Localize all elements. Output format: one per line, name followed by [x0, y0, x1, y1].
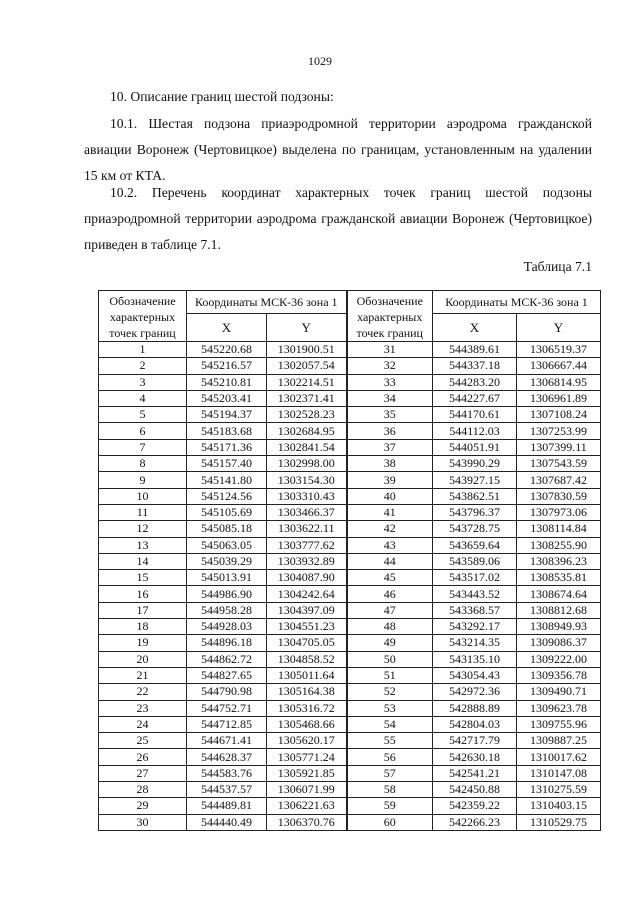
point-number-cell: 6: [99, 423, 187, 439]
table-row: [99, 667, 601, 683]
coord-y-cell: 1309623.78: [517, 700, 601, 716]
coord-x-cell: 543728.75: [433, 521, 517, 537]
coord-y-cell: 1307399.11: [517, 439, 601, 455]
coord-y-cell: 1302528.23: [267, 407, 347, 423]
point-number-cell: 29: [99, 798, 187, 814]
coord-y-cell: 1305468.66: [267, 716, 347, 732]
coord-x-cell: 544337.18: [433, 358, 517, 374]
coord-y-cell: 1305921.85: [267, 765, 347, 781]
point-number-cell: 51: [347, 667, 433, 683]
coord-x-cell: 545141.80: [187, 472, 267, 488]
coord-x-cell: 545105.69: [187, 504, 267, 520]
table-header-row: [99, 291, 601, 314]
coord-x-cell: 543659.64: [433, 537, 517, 553]
coord-y-cell: 1310529.75: [517, 814, 601, 830]
coord-y-cell: 1303154.30: [267, 472, 347, 488]
coord-x-cell: 544958.28: [187, 602, 267, 618]
coord-y-cell: 1304858.52: [267, 651, 347, 667]
coord-y-cell: 1309755.96: [517, 716, 601, 732]
table-row: [99, 716, 601, 732]
coord-x-cell: 543135.10: [433, 651, 517, 667]
coord-x-cell: 543368.57: [433, 602, 517, 618]
table-row: [99, 749, 601, 765]
coord-x-cell: 544227.67: [433, 390, 517, 406]
point-number-cell: 36: [347, 423, 433, 439]
coord-y-cell: 1305316.72: [267, 700, 347, 716]
point-number-cell: 56: [347, 749, 433, 765]
coord-x-cell: 544752.71: [187, 700, 267, 716]
point-number-cell: 2: [99, 358, 187, 374]
point-number-cell: 1: [99, 342, 187, 358]
header-designation-right: Обозначение характерных точек границ: [347, 291, 433, 342]
coord-x-cell: 545063.05: [187, 537, 267, 553]
point-number-cell: 59: [347, 798, 433, 814]
coord-y-cell: 1302684.95: [267, 423, 347, 439]
coord-x-cell: 542888.89: [433, 700, 517, 716]
point-number-cell: 26: [99, 749, 187, 765]
coord-y-cell: 1301900.51: [267, 342, 347, 358]
point-number-cell: 18: [99, 619, 187, 635]
paragraph-2-text: 10.2. Перечень координат характерных точек границ шестой подзоны приаэродромной территории аэродрома гражданской авиации Воронеж (Чертовицкое) приведен в таблице 7.1.: [84, 185, 592, 252]
coord-y-cell: 1303932.89: [267, 553, 347, 569]
coord-y-cell: 1302057.54: [267, 358, 347, 374]
coord-x-cell: 544112.03: [433, 423, 517, 439]
coord-y-cell: 1303777.62: [267, 537, 347, 553]
coord-y-cell: 1306667.44: [517, 358, 601, 374]
coord-y-cell: 1302371.41: [267, 390, 347, 406]
table-row: [99, 635, 601, 651]
coord-x-cell: 543589.06: [433, 553, 517, 569]
point-number-cell: 41: [347, 504, 433, 520]
coord-y-cell: 1307973.06: [517, 504, 601, 520]
coord-y-cell: 1304551.23: [267, 619, 347, 635]
coord-x-cell: 544790.98: [187, 684, 267, 700]
table-row: [99, 814, 601, 830]
coord-y-cell: 1303310.43: [267, 488, 347, 504]
coord-x-cell: 543927.15: [433, 472, 517, 488]
table-row: [99, 684, 601, 700]
coord-y-cell: 1308535.81: [517, 570, 601, 586]
coord-y-cell: 1308396.23: [517, 553, 601, 569]
coordinates-table: [98, 290, 601, 831]
table-row: [99, 602, 601, 618]
table-row: [99, 390, 601, 406]
point-number-cell: 24: [99, 716, 187, 732]
point-number-cell: 25: [99, 733, 187, 749]
table-row: [99, 342, 601, 358]
point-number-cell: 8: [99, 456, 187, 472]
table-row: [99, 782, 601, 798]
coord-x-cell: 543292.17: [433, 619, 517, 635]
coord-x-cell: 545183.68: [187, 423, 267, 439]
point-number-cell: 43: [347, 537, 433, 553]
coord-x-cell: 544537.57: [187, 782, 267, 798]
table-row: [99, 553, 601, 569]
coord-x-cell: 545124.56: [187, 488, 267, 504]
table-row: [99, 407, 601, 423]
coord-y-cell: 1306370.76: [267, 814, 347, 830]
paragraph-1: [84, 111, 592, 189]
point-number-cell: 53: [347, 700, 433, 716]
coord-x-cell: 544986.90: [187, 586, 267, 602]
coord-x-cell: 544671.41: [187, 733, 267, 749]
coord-x-cell: 544928.03: [187, 619, 267, 635]
table-row: [99, 765, 601, 781]
table-row: [99, 488, 601, 504]
coord-x-cell: 545171.36: [187, 439, 267, 455]
coord-y-cell: 1309222.00: [517, 651, 601, 667]
coord-x-cell: 544862.72: [187, 651, 267, 667]
coord-x-cell: 543990.29: [433, 456, 517, 472]
table-row: [99, 374, 601, 390]
coord-x-cell: 544712.85: [187, 716, 267, 732]
coord-x-cell: 544827.65: [187, 667, 267, 683]
table-row: [99, 619, 601, 635]
table-row: [99, 586, 601, 602]
point-number-cell: 58: [347, 782, 433, 798]
point-number-cell: 37: [347, 439, 433, 455]
coord-x-cell: 545203.41: [187, 390, 267, 406]
point-number-cell: 31: [347, 342, 433, 358]
coord-y-cell: 1302998.00: [267, 456, 347, 472]
coord-y-cell: 1307830.59: [517, 488, 601, 504]
header-x-left: X: [187, 314, 267, 342]
coord-y-cell: 1305771.24: [267, 749, 347, 765]
coord-x-cell: 542450.88: [433, 782, 517, 798]
coord-x-cell: 542541.21: [433, 765, 517, 781]
point-number-cell: 50: [347, 651, 433, 667]
point-number-cell: 30: [99, 814, 187, 830]
coord-x-cell: 544170.61: [433, 407, 517, 423]
coord-y-cell: 1308949.93: [517, 619, 601, 635]
point-number-cell: 14: [99, 553, 187, 569]
coord-x-cell: 545210.81: [187, 374, 267, 390]
coord-y-cell: 1305164.38: [267, 684, 347, 700]
coord-x-cell: 544389.61: [433, 342, 517, 358]
point-number-cell: 13: [99, 537, 187, 553]
coord-x-cell: 545194.37: [187, 407, 267, 423]
point-number-cell: 38: [347, 456, 433, 472]
point-number-cell: 23: [99, 700, 187, 716]
paragraph-2: [84, 180, 592, 258]
point-number-cell: 33: [347, 374, 433, 390]
table-caption: Таблица 7.1: [523, 259, 592, 274]
coord-x-cell: 542630.18: [433, 749, 517, 765]
page-number: 1029: [308, 54, 332, 68]
coord-y-cell: 1302214.51: [267, 374, 347, 390]
point-number-cell: 9: [99, 472, 187, 488]
point-number-cell: 60: [347, 814, 433, 830]
table-row: [99, 504, 601, 520]
point-number-cell: 7: [99, 439, 187, 455]
coord-x-cell: 544628.37: [187, 749, 267, 765]
coord-y-cell: 1307108.24: [517, 407, 601, 423]
coord-x-cell: 545039.29: [187, 553, 267, 569]
point-number-cell: 22: [99, 684, 187, 700]
coord-x-cell: 542359.22: [433, 798, 517, 814]
point-number-cell: 17: [99, 602, 187, 618]
coord-y-cell: 1310275.59: [517, 782, 601, 798]
coord-x-cell: 542804.03: [433, 716, 517, 732]
coord-y-cell: 1309887.25: [517, 733, 601, 749]
coord-y-cell: 1308674.64: [517, 586, 601, 602]
coord-y-cell: 1308114.84: [517, 521, 601, 537]
table-row: [99, 358, 601, 374]
coord-y-cell: 1302841.54: [267, 439, 347, 455]
point-number-cell: 32: [347, 358, 433, 374]
coord-x-cell: 542717.79: [433, 733, 517, 749]
table-row: [99, 537, 601, 553]
coord-y-cell: 1310403.15: [517, 798, 601, 814]
coord-y-cell: 1306961.89: [517, 390, 601, 406]
header-y-left: Y: [267, 314, 347, 342]
point-number-cell: 15: [99, 570, 187, 586]
coord-x-cell: 542266.23: [433, 814, 517, 830]
coord-y-cell: 1306221.63: [267, 798, 347, 814]
header-designation-left: Обозначение характерных точек границ: [99, 291, 187, 342]
coord-y-cell: 1310017.62: [517, 749, 601, 765]
table-row: [99, 570, 601, 586]
coord-x-cell: 545216.57: [187, 358, 267, 374]
coord-x-cell: 545157.40: [187, 456, 267, 472]
table-row: [99, 456, 601, 472]
paragraph-1-text: 10.1. Шестая подзона приаэродромной территории аэродрома гражданской авиации Воронеж (Чертовицкое) выделена по границам, установленным на удалении 15 км от КТА.: [84, 116, 592, 183]
coord-y-cell: 1305620.17: [267, 733, 347, 749]
coord-y-cell: 1310147.08: [517, 765, 601, 781]
table-row: [99, 423, 601, 439]
point-number-cell: 21: [99, 667, 187, 683]
coord-x-cell: 545085.18: [187, 521, 267, 537]
coord-y-cell: 1303622.11: [267, 521, 347, 537]
coord-x-cell: 543517.02: [433, 570, 517, 586]
point-number-cell: 44: [347, 553, 433, 569]
coord-x-cell: 544583.76: [187, 765, 267, 781]
header-y-right: Y: [517, 314, 601, 342]
coord-y-cell: 1305011.64: [267, 667, 347, 683]
coord-x-cell: 543214.35: [433, 635, 517, 651]
coord-x-cell: 543443.52: [433, 586, 517, 602]
point-number-cell: 39: [347, 472, 433, 488]
coord-y-cell: 1307253.99: [517, 423, 601, 439]
point-number-cell: 20: [99, 651, 187, 667]
coord-y-cell: 1304242.64: [267, 586, 347, 602]
coord-x-cell: 542972.36: [433, 684, 517, 700]
point-number-cell: 45: [347, 570, 433, 586]
point-number-cell: 47: [347, 602, 433, 618]
table-body: [99, 342, 601, 831]
coord-y-cell: 1306519.37: [517, 342, 601, 358]
point-number-cell: 57: [347, 765, 433, 781]
coord-y-cell: 1309490.71: [517, 684, 601, 700]
point-number-cell: 27: [99, 765, 187, 781]
point-number-cell: 3: [99, 374, 187, 390]
coord-y-cell: 1309356.78: [517, 667, 601, 683]
point-number-cell: 40: [347, 488, 433, 504]
coord-y-cell: 1308255.90: [517, 537, 601, 553]
point-number-cell: 10: [99, 488, 187, 504]
table-row: [99, 472, 601, 488]
coord-x-cell: 544051.91: [433, 439, 517, 455]
coord-x-cell: 543862.51: [433, 488, 517, 504]
coord-y-cell: 1306814.95: [517, 374, 601, 390]
coord-y-cell: 1308812.68: [517, 602, 601, 618]
coord-y-cell: 1306071.99: [267, 782, 347, 798]
coord-x-cell: 544489.81: [187, 798, 267, 814]
coord-x-cell: 543796.37: [433, 504, 517, 520]
point-number-cell: 34: [347, 390, 433, 406]
point-number-cell: 46: [347, 586, 433, 602]
point-number-cell: 49: [347, 635, 433, 651]
coord-x-cell: 543054.43: [433, 667, 517, 683]
point-number-cell: 5: [99, 407, 187, 423]
table-row: [99, 700, 601, 716]
point-number-cell: 12: [99, 521, 187, 537]
point-number-cell: 16: [99, 586, 187, 602]
header-coords-right: Координаты МСК-36 зона 1: [433, 291, 601, 314]
coord-y-cell: 1309086.37: [517, 635, 601, 651]
point-number-cell: 52: [347, 684, 433, 700]
coord-x-cell: 544283.20: [433, 374, 517, 390]
point-number-cell: 4: [99, 390, 187, 406]
coord-y-cell: 1304087.90: [267, 570, 347, 586]
coord-y-cell: 1307543.59: [517, 456, 601, 472]
point-number-cell: 48: [347, 619, 433, 635]
table-row: [99, 733, 601, 749]
coord-x-cell: 545220.68: [187, 342, 267, 358]
table-row: [99, 439, 601, 455]
coord-y-cell: 1304397.09: [267, 602, 347, 618]
table-row: [99, 651, 601, 667]
point-number-cell: 11: [99, 504, 187, 520]
point-number-cell: 28: [99, 782, 187, 798]
coord-y-cell: 1304705.05: [267, 635, 347, 651]
point-number-cell: 54: [347, 716, 433, 732]
header-coords-left: Координаты МСК-36 зона 1: [187, 291, 347, 314]
coord-y-cell: 1307687.42: [517, 472, 601, 488]
coord-y-cell: 1303466.37: [267, 504, 347, 520]
coord-x-cell: 544440.49: [187, 814, 267, 830]
table-row: [99, 798, 601, 814]
section-heading: 10. Описание границ шестой подзоны:: [110, 89, 334, 104]
header-x-right: X: [433, 314, 517, 342]
point-number-cell: 19: [99, 635, 187, 651]
point-number-cell: 35: [347, 407, 433, 423]
point-number-cell: 55: [347, 733, 433, 749]
coord-x-cell: 544896.18: [187, 635, 267, 651]
table-row: [99, 521, 601, 537]
point-number-cell: 42: [347, 521, 433, 537]
coord-x-cell: 545013.91: [187, 570, 267, 586]
